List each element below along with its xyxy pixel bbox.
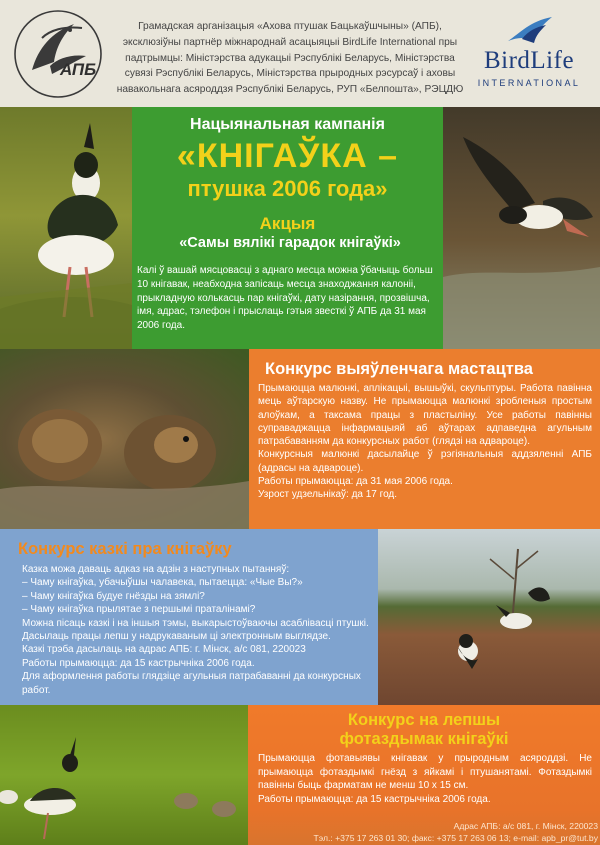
campaign-title: «КНІГАЎКА – xyxy=(176,137,399,175)
action-description: Калі ў вашай мясцовасці з аднаго месца можна ўбачыць больш 10 кнігавак, неабходна запісаць месца знаходжання калоніі, прыкладную колькасць пар кнігаўкі, дату назірання, прозвішча, імя, адрас, тэлефон і прыслаць гэтыя звесткі ў АПБ да 31 мая 2006 года. xyxy=(137,265,433,332)
tale-contest-line: – Чаму кнігаўка прылятае з першымі праталінамі? xyxy=(22,604,256,616)
art-contest-title: Конкурс выяўленчага мастацтва xyxy=(265,360,533,378)
art-contest-paragraph: Прымаюцца малюнкі, аплікацыі, вышыўкі, скульптуры. Работа павінна мець аўтарскую назву. Не прымаюцца малюнкі зробленыя простым алоўкам, а таксама працы з пластыліну. Усе работы павінны суправаджацца інфармацыяй аб аўтарах адпаведна агульным патрабаванням да конкурсных работ (глядзі на адвароце). xyxy=(258,383,592,448)
lapwings-field-photo xyxy=(378,529,600,705)
tale-contest-line: Казка можа даваць адказ на адзін з наступных пытанняў: xyxy=(22,564,290,575)
campaign-year-line: птушка 2006 года» xyxy=(187,176,388,201)
tale-contest-line: – Чаму кнігаўка, убачыўшы чалавека, пытаецца: «Чые Вы?» xyxy=(22,577,303,589)
lapwing-illustration xyxy=(0,107,132,349)
tale-contest-line: Дасылаць працы лепш у надрукаваным ці электронным выглядзе. xyxy=(22,631,331,643)
contact-address: Адрас АПБ: а/с 081, г. Мінск, 220023 xyxy=(453,821,598,831)
photo-contest-title xyxy=(248,711,600,749)
art-contest-paragraph: Узрост удзельнікаў: да 17 год. xyxy=(258,489,398,501)
apb-logo xyxy=(12,8,104,100)
tale-contest-line: Можна пісаць казкі і на іншыя тэмы, выкарыстоўваючы асаблівасці птушкі. xyxy=(22,617,369,629)
campaign-subtitle: Нацыянальная кампанія xyxy=(190,116,385,133)
tale-contest-line: Казкі трэба дасылаць на адрас АПБ: г. Мінск, а/с 081, 220023 xyxy=(22,644,306,656)
tale-contest-line: Для аформлення работы глядзіце агульныя патрабаванні да конкурсных работ. xyxy=(22,671,361,696)
tale-contest-line: – Чаму кнігаўка будуе гнёзды на зямлі? xyxy=(22,590,205,602)
photo-contest-title-line1: Конкурс на лепшы xyxy=(347,711,501,729)
art-contest-paragraph: Конкурсныя малюнкі дасылайце ў рэгіянальныя аддзяленні АПБ (адрасы на адвароце). xyxy=(258,449,592,474)
action-title: «Самы вялікі гарадок кнігаўкі» xyxy=(179,235,401,251)
tale-contest-title: Конкурс казкі пра кнігаўку xyxy=(18,540,232,558)
art-contest-text xyxy=(258,382,592,502)
grass-illustration xyxy=(0,705,248,845)
lapwing-chicks-photo xyxy=(0,349,249,529)
lapwing-photo-right xyxy=(443,107,600,349)
tale-contest-line: Работы прымаюцца: да 15 кастрычніка 2006 года. xyxy=(22,657,255,669)
bird-icon xyxy=(506,15,554,47)
field-illustration xyxy=(378,529,600,705)
photo-contest-paragraph: Прымаюцца фотавыявы кнігавак у прыродным асяроддзі. Не прымаюцца фотаздымкі гнёзд з яйкамі і птушанятамі. Фотаздымкі павінны быць фарматам не менш 10 x 15 см. xyxy=(258,753,592,791)
birdlife-logo xyxy=(468,15,590,95)
sponsors-text: Грамадская арганізацыя «Ахова птушак Бацькаўшчыны» (АПБ), эксклюзіўны партнёр міжнароднай асацыяцыі BirdLife International пры падтрымцы: Міністэрства адукацыі Рэспублікі Беларусь, Міністэрства сувязі Рэспублікі Беларусь, Міністэрства прыродных рэсурсаў і аховы навакольнага асяроддзя Рэспублікі Беларусь, РУП «Белпошта», РЭЦДЮ xyxy=(116,21,464,96)
action-label: Акцыя xyxy=(259,214,316,233)
flying-lapwing-illustration xyxy=(443,107,600,349)
birdlife-international-text: INTERNATIONAL xyxy=(477,78,581,88)
photo-contest-paragraph: Работы прымаюцца: да 15 кастрычніка 2006 года. xyxy=(258,793,491,805)
contact-info xyxy=(258,820,598,844)
chicks-illustration xyxy=(0,349,249,529)
contact-phone: Тэл.: +375 17 263 01 30; факс: +375 17 263 06 13; e-mail: apb_pr@tut.by xyxy=(313,833,598,843)
photo-contest-title-line2: фотаздымак кнігаўкі xyxy=(339,730,509,748)
tale-contest-text xyxy=(22,563,374,697)
lapwing-photo-left xyxy=(0,107,132,349)
photo-contest-text xyxy=(258,752,592,806)
lapwings-grass-photo xyxy=(0,705,248,845)
art-contest-paragraph: Работы прымаюцца: да 31 мая 2006 года. xyxy=(258,476,453,488)
birdlife-wordmark: BirdLife xyxy=(483,47,575,74)
apb-logo-text: АПБ xyxy=(60,60,97,79)
